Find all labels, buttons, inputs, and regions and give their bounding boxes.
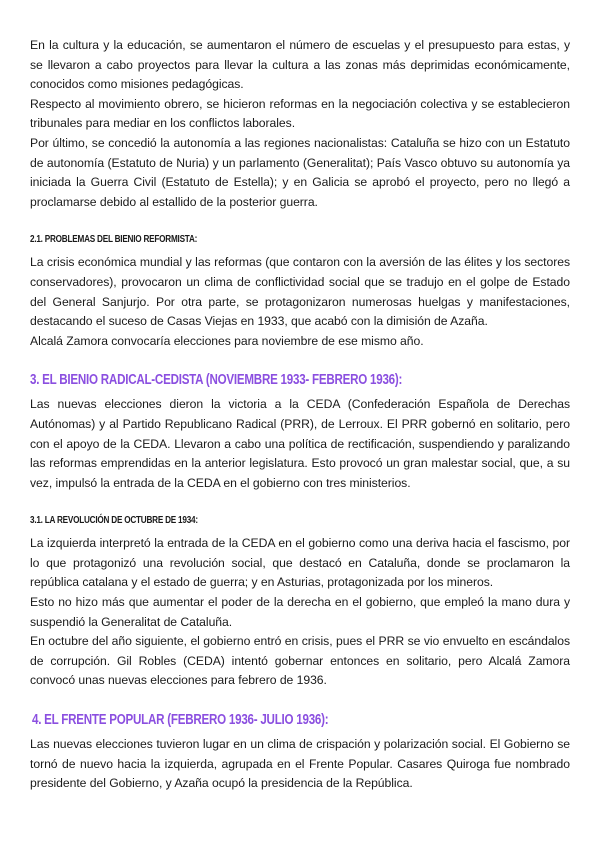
intro-paragraph-autonomy: Por último, se concedió la autonomía a las regiones nacionalistas: Cataluña se hizo con un Estatuto de autonomía (Estatuto de Nuria) y un parlamento (Generalitat); País Vasco obtuvo su autonomía ya iniciada la Guerra Civil (Estatuto de Estella); y en Galicia se aprobó el proyecto, pero no llegó a proclamarse debido al estallido de la posterior guerra. <box>30 135 570 209</box>
section-3-1-paragraph-right-power: Esto no hizo más que aumentar el poder de la derecha en el gobierno, que empleó la mano dura y suspendió la Generalitat de Cataluña. <box>30 595 570 629</box>
section-2-1-heading: 2.1. PROBLEMAS DEL BIENIO REFORMISTA: <box>30 233 198 246</box>
section-3-1-paragraph-crisis: En octubre del año siguiente, el gobierno entró en crisis, pues el PRR se vio envuelto en escándalos de corrupción. Gil Robles (CEDA) intentó gobernar entonces en solitario, pero Alcalá Zamora convocó unas nuevas elecciones para febrero de 1936. <box>30 634 570 688</box>
intro-paragraph-culture: En la cultura y la educación, se aumentaron el número de escuelas y el presupuesto para estas, y se llevaron a cabo proyectos para llevar la cultura a las zonas más deprimidas económicamente, conocidos como misiones pedagógicas. <box>30 38 570 92</box>
section-3-1-paragraph-revolution: La izquierda interpretó la entrada de la CEDA en el gobierno como una deriva hacia el fascismo, por lo que protagonizó una revolución social, que destacó en Cataluña, donde se proclamaron la república catalana y el estado de guerra; y en Asturias, protagonizada por los mineros. <box>30 536 570 590</box>
section-3-1-heading: 3.1. LA REVOLUCIÓN DE OCTUBRE DE 1934: <box>30 514 198 527</box>
section-4-paragraph: Las nuevas elecciones tuvieron lugar en un clima de crispación y polarización social. El Gobierno se tornó de nuevo hacia la izquierda, agrupada en el Frente Popular. Casares Quiroga fue nombrado presidente del Gobierno, y Azaña ocupó la presidencia de la República. <box>30 737 570 791</box>
intro-paragraph-labor: Respecto al movimiento obrero, se hicieron reformas en la negociación colectiva y se establecieron tribunales para mediar en los conflictos laborales. <box>30 96 570 131</box>
section-2-1-paragraph-elections: Alcalá Zamora convocaría elecciones para noviembre de ese mismo año. <box>30 333 424 348</box>
section-3-heading: 3. EL BIENIO RADICAL-CEDISTA (NOVIEMBRE 1933- FEBRERO 1936): <box>30 372 403 389</box>
section-2-1-paragraph-crisis: La crisis económica mundial y las reformas (que contaron con la aversión de las élites y los sectores conservadores), provocaron un clima de conflictividad social que se tradujo en el golpe de Estado del General Sanjurjo. Por otra parte, se protagonizaron numerosas huelgas y manifestaciones, destacando el suceso de Casas Viejas en 1933, que acabó con la dimisión de Azaña. <box>30 255 570 329</box>
section-4-heading: 4. EL FRENTE POPULAR (FEBRERO 1936- JULIO 1936): <box>32 712 329 729</box>
section-3-paragraph: Las nuevas elecciones dieron la victoria a la CEDA (Confederación Española de Derechas Autónomas) y al Partido Republicano Radical (PRR), de Lerroux. El PRR gobernó en solitario, pero con el apoyo de la CEDA. Llevaron a cabo una política de rectificación, suspendiendo y paralizando las reformas emprendidas en la anterior legislatura. Esto provocó un gran malestar social, que, a su vez, impulsó la entrada de la CEDA en el gobierno con tres ministerios. <box>30 397 570 490</box>
